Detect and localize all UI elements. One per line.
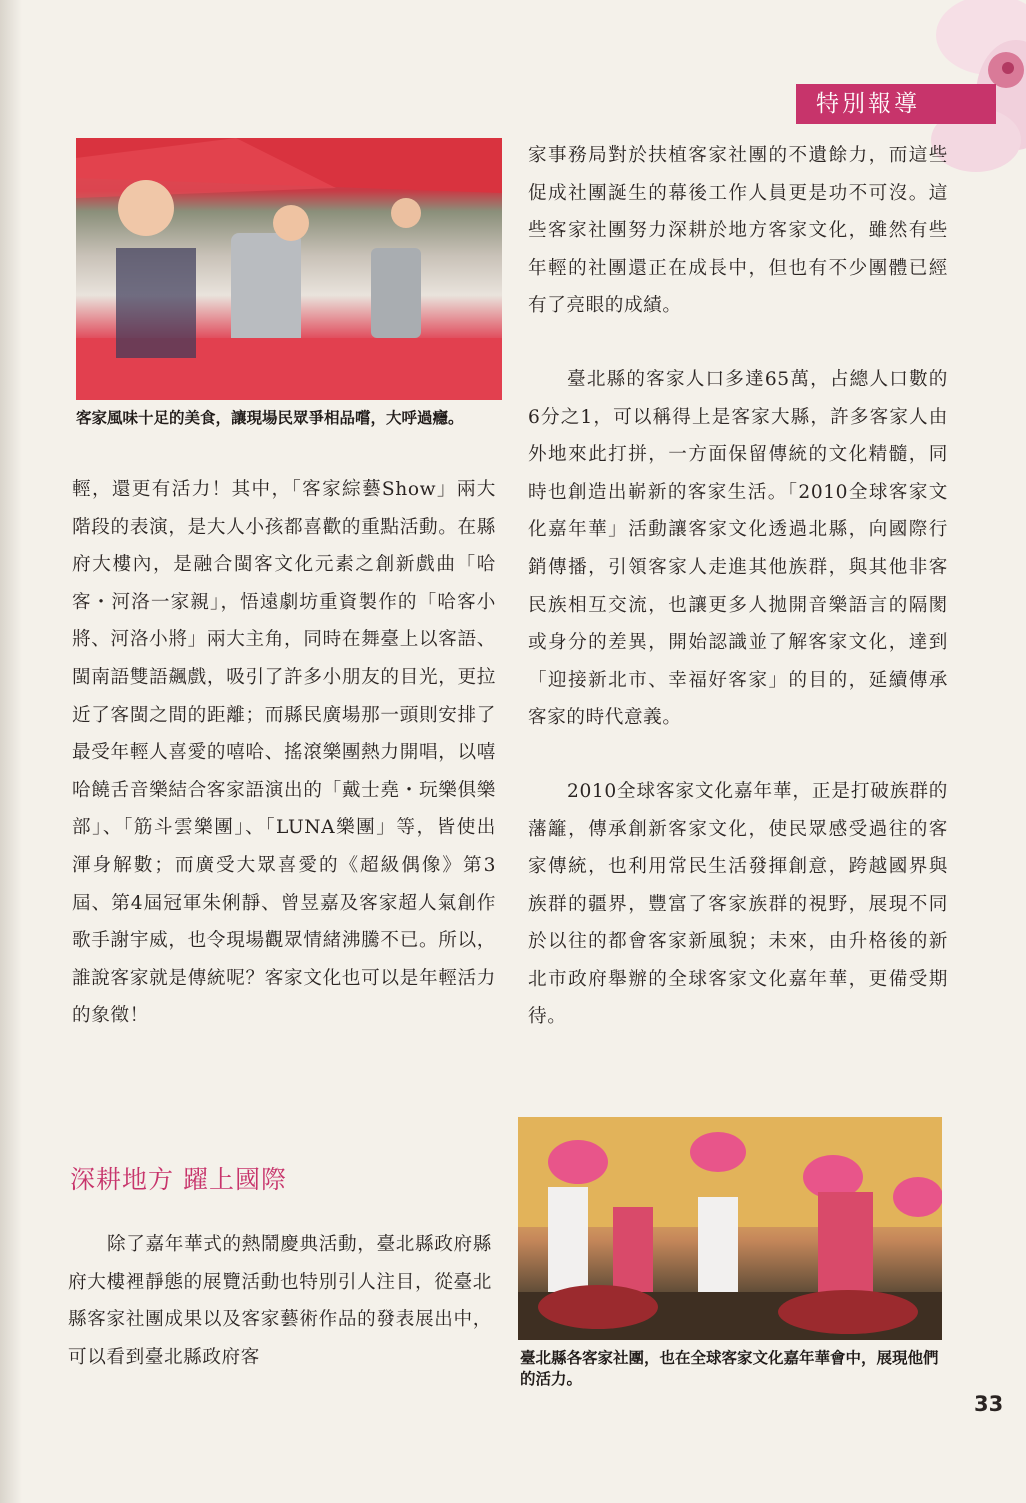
- left-column: [72, 471, 496, 1035]
- bottom-photo-caption: 臺北縣各客家社團，也在全球客家文化嘉年華會中，展現他們的活力。: [520, 1349, 939, 1388]
- photo-hakka-food-stall: [76, 138, 502, 400]
- right-paragraph-2: 臺北縣的客家人口多達65萬，占總人口數的6分之1，可以稱得上是客家大縣，許多客家人由外地來此打拼，一方面保留傳統的文化精髓，同時也創造出嶄新的客家生活。「2010全球客家文化嘉年華」活動讓客家文化透過北縣，向國際行銷傳播，引領客家人走進其他族群，與其他非客民族相互交流，也讓更多人拋開音樂語言的隔閡或身分的差異，開始認識並了解客家文化，達到「迎接新北市、幸福好客家」的目的，延續傳承客家的時代意義。: [528, 368, 948, 729]
- right-column: [528, 137, 948, 1036]
- page-number: 33: [974, 1392, 1004, 1416]
- left-paragraph-2: 除了嘉年華式的熱鬧慶典活動，臺北縣政府縣府大樓裡靜態的展覽活動也特別引人注目，從臺北縣客家社團成果以及客家藝術作品的發表展出中，可以看到臺北縣政府客: [68, 1234, 492, 1368]
- right-paragraph-1: 家事務局對於扶植客家社團的不遺餘力，而這些促成社團誕生的幕後工作人員更是功不可沒。這些客家社團努力深耕於地方客家文化，雖然有些年輕的社團還正在成長中，但也有不少團體已經有了亮眼的成績。: [528, 145, 948, 317]
- right-paragraph-3: 2010全球客家文化嘉年華，正是打破族群的藩籬，傳承創新客家文化，使民眾感受過往的客家傳統，也利用常民生活發揮創意，跨越國界與族群的疆界，豐富了客家族群的視野，展現不同於以往的都會客家新風貌；未來，由升格後的新北市政府舉辦的全球客家文化嘉年華，更備受期待。: [528, 780, 948, 1028]
- left-paragraph-2-wrap: [68, 1226, 492, 1376]
- top-photo-caption: 客家風味十足的美食，讓現場民眾爭相品嚐，大呼過癮。: [76, 409, 464, 427]
- left-paragraph-1: 輕，還更有活力！其中，「客家綜藝Show」兩大階段的表演，是大人小孩都喜歡的重點活動。在縣府大樓內，是融合閩客文化元素之創新戲曲「哈客・河洛一家親」，悟遠劇坊重資製作的「哈客小將、河洛小將」兩大主角，同時在舞臺上以客語、閩南語雙語飆戲，吸引了許多小朋友的目光，更拉近了客閩之間的距離；而縣民廣場那一頭則安排了最受年輕人喜愛的嘻哈、搖滾樂團熱力開唱，以嘻哈饒舌音樂結合客家語演出的「戴士堯・玩樂俱樂部」、「筋斗雲樂團」、「LUNA樂團」等，皆使出渾身解數；而廣受大眾喜愛的《超級偶像》第3屆、第4屆冠軍朱俐靜、曾昱嘉及客家超人氣創作歌手謝宇威，也令現場觀眾情緒沸騰不已。所以，誰說客家就是傳統呢？客家文化也可以是年輕活力的象徵！: [72, 479, 496, 1027]
- photo-hakka-dance-group: [518, 1117, 942, 1340]
- section-tag: 特別報導: [796, 84, 996, 124]
- page-edge: [0, 0, 22, 1503]
- section-heading: 深耕地方 躍上國際: [70, 1165, 287, 1194]
